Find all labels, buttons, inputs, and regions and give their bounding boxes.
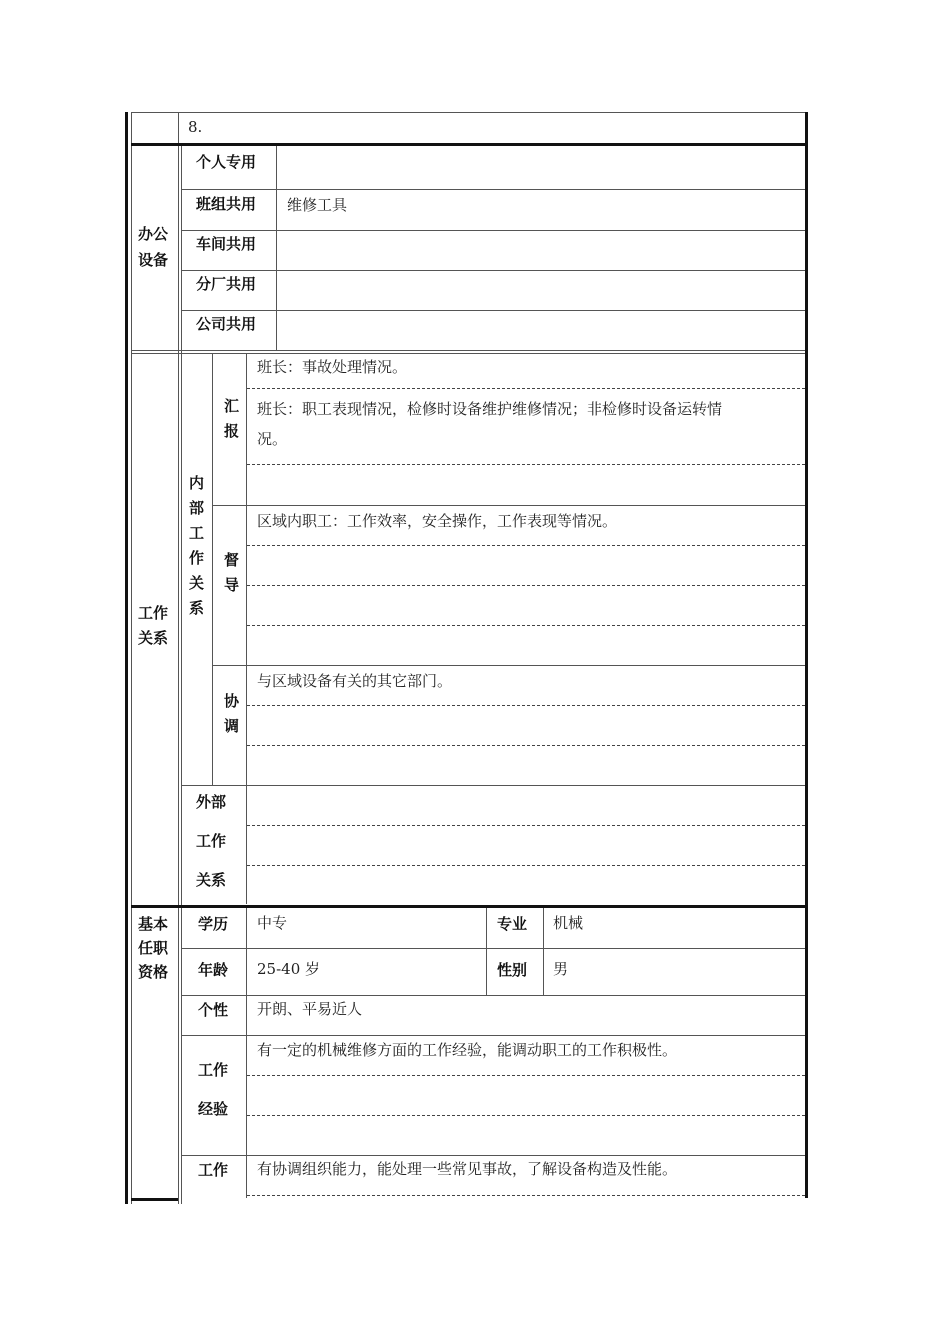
section-divider-1-left (131, 143, 178, 146)
gender-label: 性别 (497, 961, 528, 979)
skills-value: 有协调组织能力，能处理一些常见事故，了解设备构造及性能。 (257, 1160, 678, 1178)
office-row-value: 维修工具 (287, 196, 348, 214)
qual-section-label-3: 资格 (138, 963, 169, 981)
report-line-1: 班长：事故处理情况。 (257, 358, 408, 376)
supervise-line-1: 区域内职工：工作效率，安全操作，工作表现等情况。 (257, 512, 618, 530)
age-value: 25-40 岁 (257, 960, 321, 978)
experience-dash-1 (247, 1075, 805, 1076)
bottom-left-border (131, 1198, 178, 1201)
section-divider-2b (131, 353, 805, 354)
office-row-divider (181, 189, 805, 190)
coordinate-line-1: 与区域设备有关的其它部门。 (257, 672, 453, 690)
internal-col-divider (212, 353, 213, 785)
report-label: 汇报 (222, 398, 240, 448)
office-row-divider (181, 270, 805, 271)
office-label-divider (276, 146, 277, 351)
section-divider-2 (131, 350, 805, 351)
external-label-1: 外部 (196, 793, 227, 811)
report-line-2: 班长：职工表现情况，检修时设备维护维修情况；非检修时设备运转情 (257, 400, 723, 418)
age-label: 年龄 (198, 961, 229, 979)
supervise-label: 督导 (222, 552, 240, 602)
report-dash-2 (247, 464, 805, 465)
personality-label: 个性 (198, 1001, 229, 1019)
office-row-divider (181, 310, 805, 311)
office-section-label-1: 办公 (138, 225, 169, 243)
supervise-dash-2 (247, 585, 805, 586)
supervise-dash-1 (247, 545, 805, 546)
office-row-label: 个人专用 (196, 153, 257, 171)
office-row-label: 车间共用 (196, 235, 257, 253)
sub-label-col-divider (246, 353, 247, 904)
coordinate-label: 协调 (222, 693, 240, 743)
section-divider-3 (131, 905, 805, 908)
label-col-divider (178, 112, 179, 1204)
experience-dash-2 (247, 1115, 805, 1116)
qual-section-label-2: 任职 (138, 939, 169, 957)
office-row-label: 公司共用 (196, 315, 257, 333)
major-value: 机械 (553, 914, 584, 932)
qual-row-divider-1 (181, 948, 805, 949)
office-section-label-2: 设备 (138, 251, 169, 269)
report-dash-1 (247, 388, 805, 389)
coordinate-dash-1 (247, 705, 805, 706)
education-label: 学历 (198, 915, 229, 933)
major-label: 专业 (497, 915, 528, 933)
row8-text: 8. (188, 118, 203, 136)
top-border (131, 112, 805, 113)
external-dash-1 (247, 825, 805, 826)
qual-mid-divider-1 (486, 908, 487, 995)
report-line-3: 况。 (257, 430, 288, 448)
personality-value: 开朗、平易近人 (257, 1000, 363, 1018)
qual-section-label-1: 基本 (138, 915, 169, 933)
coordinate-bottom (181, 785, 805, 786)
external-dash-2 (247, 865, 805, 866)
external-label-2: 工作 (196, 832, 227, 850)
skills-label: 工作 (198, 1161, 229, 1179)
external-label-3: 关系 (196, 871, 227, 889)
left-inner-border (131, 112, 132, 1204)
office-row-divider (181, 230, 805, 231)
left-border (125, 112, 128, 1204)
experience-label-2: 经验 (198, 1100, 229, 1118)
label-col-divider-2 (181, 146, 182, 1204)
gender-value: 男 (553, 960, 569, 978)
experience-value: 有一定的机械维修方面的工作经验，能调动职工的工作积极性。 (257, 1041, 678, 1059)
experience-label-1: 工作 (198, 1061, 229, 1079)
section-divider-1 (178, 143, 805, 146)
office-row-label: 班组共用 (196, 195, 257, 213)
coordinate-dash-2 (247, 745, 805, 746)
relations-section-label-1: 工作 (138, 604, 169, 622)
qual-mid-divider-2 (543, 908, 544, 995)
right-border (805, 112, 808, 1198)
education-value: 中专 (257, 914, 288, 932)
supervise-dash-3 (247, 625, 805, 626)
internal-relations-label: 内部工作关系 (187, 475, 205, 625)
skills-dash-1 (247, 1195, 805, 1196)
office-row-label: 分厂共用 (196, 275, 257, 293)
relations-section-label-2: 关系 (138, 629, 169, 647)
